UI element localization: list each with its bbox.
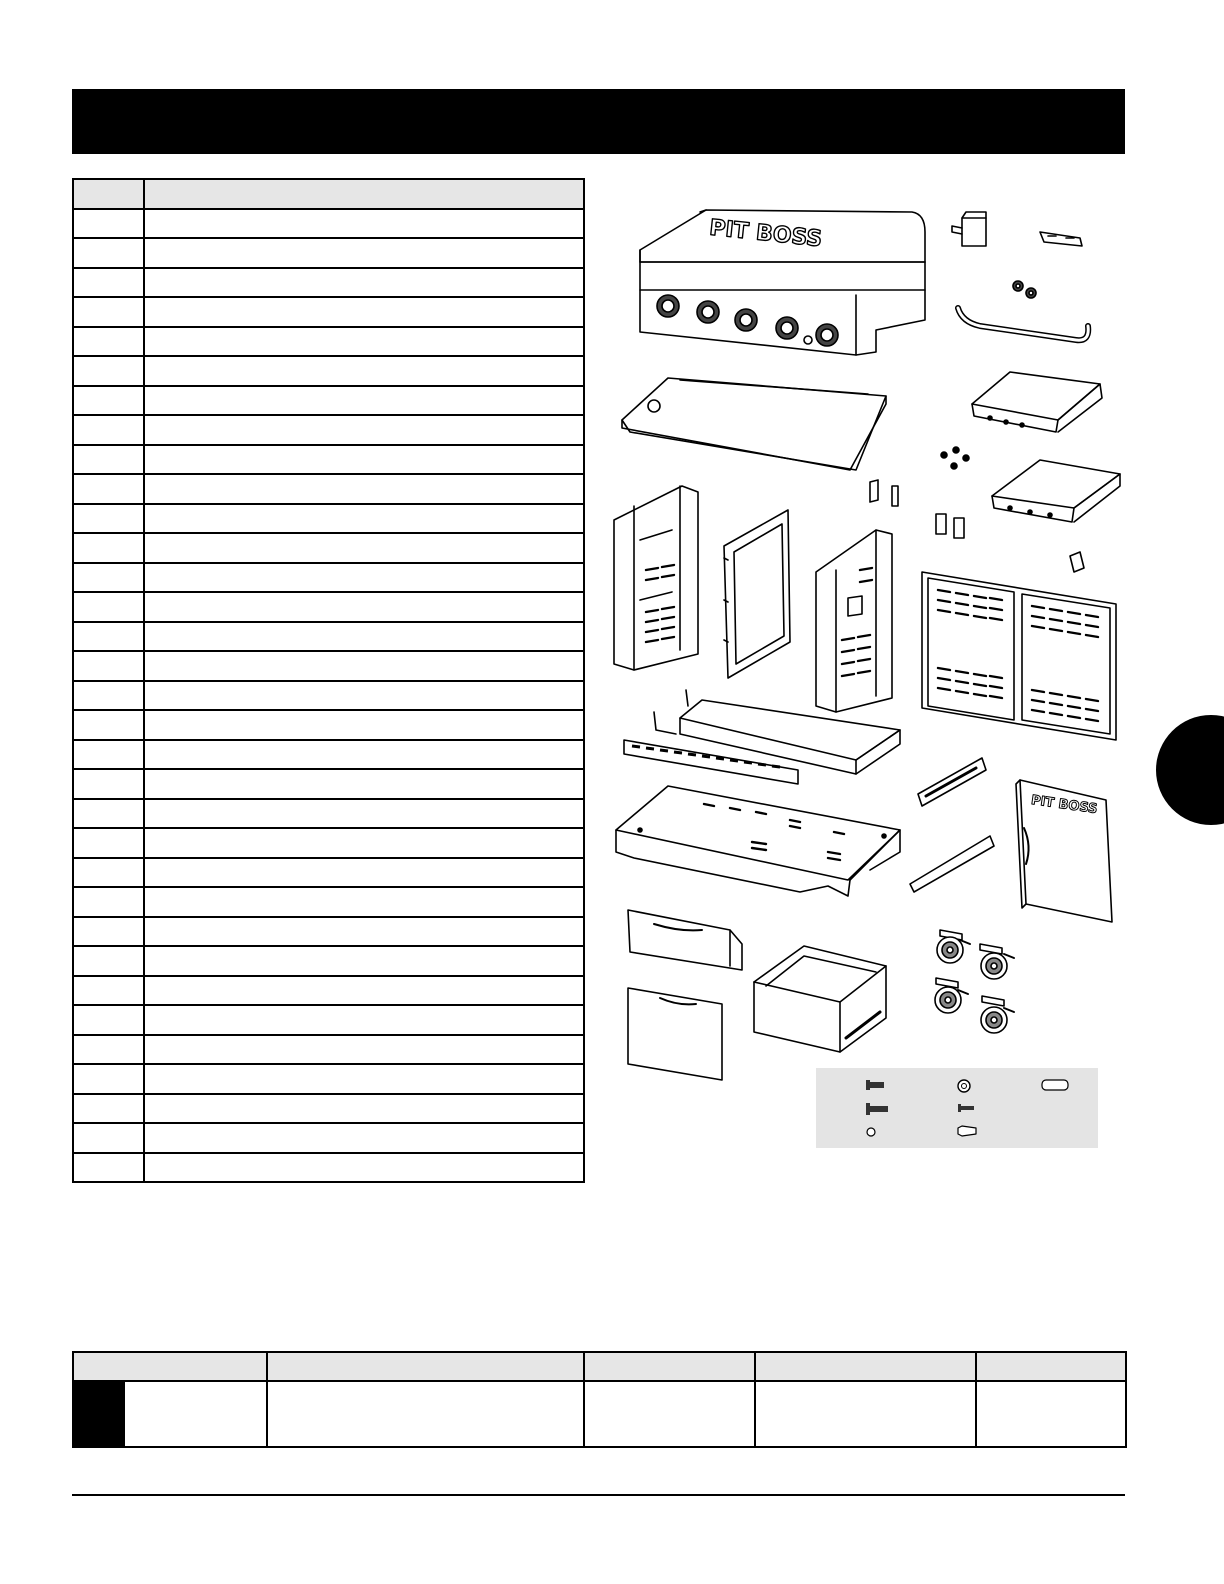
part-description-cell: [144, 1123, 584, 1153]
header-cell: [267, 1352, 584, 1381]
hardware-kit-icon: [816, 1068, 1098, 1148]
part-description-cell: [144, 1064, 584, 1094]
part-number-cell: [73, 917, 144, 947]
bracket-icon: [1040, 232, 1082, 246]
knob-nut-icon: [1013, 281, 1036, 298]
parts-row: [73, 415, 584, 445]
parts-row: [73, 1123, 584, 1153]
product-info-table: [72, 1351, 1127, 1448]
part-description-cell: [144, 1094, 584, 1124]
header-cell: [73, 1352, 267, 1381]
part-number-cell: [73, 1064, 144, 1094]
drawer-panel-icon: [628, 988, 722, 1080]
part-description-cell: [144, 327, 584, 357]
parts-row: [73, 297, 584, 327]
part-number-cell: [73, 1005, 144, 1035]
caster-wheel-icon: [935, 930, 1014, 1033]
part-description-cell: [144, 386, 584, 416]
part-number-cell: [73, 327, 144, 357]
parts-row: [73, 474, 584, 504]
parts-row: [73, 946, 584, 976]
part-description-cell: [144, 651, 584, 681]
part-description-cell: [144, 887, 584, 917]
parts-row: [73, 828, 584, 858]
part-number-cell: [73, 563, 144, 593]
part-description-cell: [144, 268, 584, 298]
parts-row: [73, 386, 584, 416]
section-header-bar: [72, 89, 1125, 154]
header-cell: [584, 1352, 755, 1381]
cart-right-panel-icon: [816, 530, 892, 712]
part-number-cell: [73, 1153, 144, 1183]
part-description-cell: [144, 946, 584, 976]
table-cell: [755, 1381, 976, 1447]
cart-side-panel-icon: [614, 486, 698, 670]
part-description-cell: [144, 474, 584, 504]
part-number-cell: [73, 1094, 144, 1124]
part-description-cell: [144, 563, 584, 593]
slide-rail-icon: [910, 758, 994, 892]
handle-bar-icon: [958, 308, 1088, 340]
part-number-cell: [73, 740, 144, 770]
part-number-cell: [73, 386, 144, 416]
part-number-cell: [73, 474, 144, 504]
part-description-cell: [144, 533, 584, 563]
part-description-cell: [144, 828, 584, 858]
part-description-cell: [144, 209, 584, 239]
parts-row: [73, 769, 584, 799]
part-description-cell: [144, 1005, 584, 1035]
part-number-cell: [73, 504, 144, 534]
single-door-icon: [1016, 780, 1112, 922]
part-number-cell: [73, 415, 144, 445]
table-cell: [124, 1381, 267, 1447]
part-description-cell: [144, 740, 584, 770]
table-cell: [267, 1381, 584, 1447]
parts-row: [73, 858, 584, 888]
section-tab: [1156, 715, 1224, 825]
part-description-cell: [144, 769, 584, 799]
parts-row: [73, 1005, 584, 1035]
part-number-cell: [73, 238, 144, 268]
exploded-parts-diagram: [600, 190, 1130, 1160]
side-shelf-icon: [992, 460, 1120, 522]
parts-list-table: [72, 178, 585, 1183]
griddle-plate-icon: [622, 378, 886, 470]
base-frame-icon: [616, 786, 900, 896]
part-description-cell: [144, 504, 584, 534]
part-number-cell: [73, 356, 144, 386]
bolt-set-icon: [941, 447, 969, 469]
parts-row: [73, 651, 584, 681]
parts-row: [73, 209, 584, 239]
parts-row: [73, 563, 584, 593]
double-door-icon: [922, 572, 1116, 740]
parts-row: [73, 1064, 584, 1094]
part-number-cell: [73, 1123, 144, 1153]
part-description-cell: [144, 592, 584, 622]
part-description-cell: [144, 445, 584, 475]
parts-row: [73, 445, 584, 475]
part-number-cell: [73, 297, 144, 327]
parts-row: [73, 681, 584, 711]
parts-row: [73, 238, 584, 268]
parts-row: [73, 268, 584, 298]
part-description-cell: [144, 179, 584, 209]
front-vent-panel-icon: [624, 740, 798, 784]
parts-row: [73, 799, 584, 829]
parts-row: [73, 592, 584, 622]
part-number-cell: [73, 651, 144, 681]
parts-row: [73, 917, 584, 947]
footer-rule: [72, 1494, 1125, 1496]
part-description-cell: [144, 415, 584, 445]
part-description-cell: [144, 681, 584, 711]
part-number-cell: [73, 681, 144, 711]
parts-row: [73, 327, 584, 357]
part-description-cell: [144, 356, 584, 386]
part-description-cell: [144, 1035, 584, 1065]
part-number-cell: [73, 1035, 144, 1065]
header-cell: [976, 1352, 1126, 1381]
parts-row: [73, 887, 584, 917]
part-number-cell: [73, 887, 144, 917]
part-description-cell: [144, 622, 584, 652]
parts-row: [73, 622, 584, 652]
door-logo: PIT BOSS: [1030, 792, 1099, 818]
part-description-cell: [144, 858, 584, 888]
header-cell: [755, 1352, 976, 1381]
table-cell: [584, 1381, 755, 1447]
parts-row: [73, 1035, 584, 1065]
part-number-cell: [73, 946, 144, 976]
drawer-front-icon: [628, 910, 742, 970]
part-number-cell: [73, 592, 144, 622]
cart-back-panel-icon: [724, 510, 790, 678]
parts-row: [73, 740, 584, 770]
part-number-cell: [73, 209, 144, 239]
brand-logo: PIT BOSS: [708, 215, 824, 253]
product-info-header-row: [73, 1352, 1126, 1381]
part-number-cell: [73, 858, 144, 888]
parts-row: [73, 1094, 584, 1124]
parts-row: [73, 976, 584, 1006]
part-description-cell: [144, 976, 584, 1006]
part-description-cell: [144, 297, 584, 327]
parts-row: [73, 1153, 584, 1183]
part-number-cell: [73, 622, 144, 652]
parts-row: [73, 533, 584, 563]
part-number-cell: [73, 445, 144, 475]
part-description-cell: [144, 238, 584, 268]
part-description-cell: [144, 799, 584, 829]
part-description-cell: [144, 710, 584, 740]
part-description-cell: [144, 917, 584, 947]
part-number-cell: [73, 799, 144, 829]
drawer-box-icon: [754, 946, 886, 1052]
parts-row: [73, 504, 584, 534]
part-number-cell: [73, 828, 144, 858]
row-marker: [73, 1381, 124, 1447]
part-number-cell: [73, 268, 144, 298]
part-number-cell: [73, 769, 144, 799]
grease-cup-icon: [952, 212, 986, 246]
side-tray-icon: [972, 372, 1102, 432]
griddle-head-icon: [640, 210, 925, 355]
part-number-cell: [73, 710, 144, 740]
parts-row: [73, 710, 584, 740]
parts-header-row: [73, 179, 584, 209]
part-number-cell: [73, 976, 144, 1006]
part-description-cell: [144, 1153, 584, 1183]
part-number-cell: [73, 179, 144, 209]
parts-row: [73, 356, 584, 386]
table-cell: [976, 1381, 1126, 1447]
part-number-cell: [73, 533, 144, 563]
product-info-row: [73, 1381, 1126, 1447]
